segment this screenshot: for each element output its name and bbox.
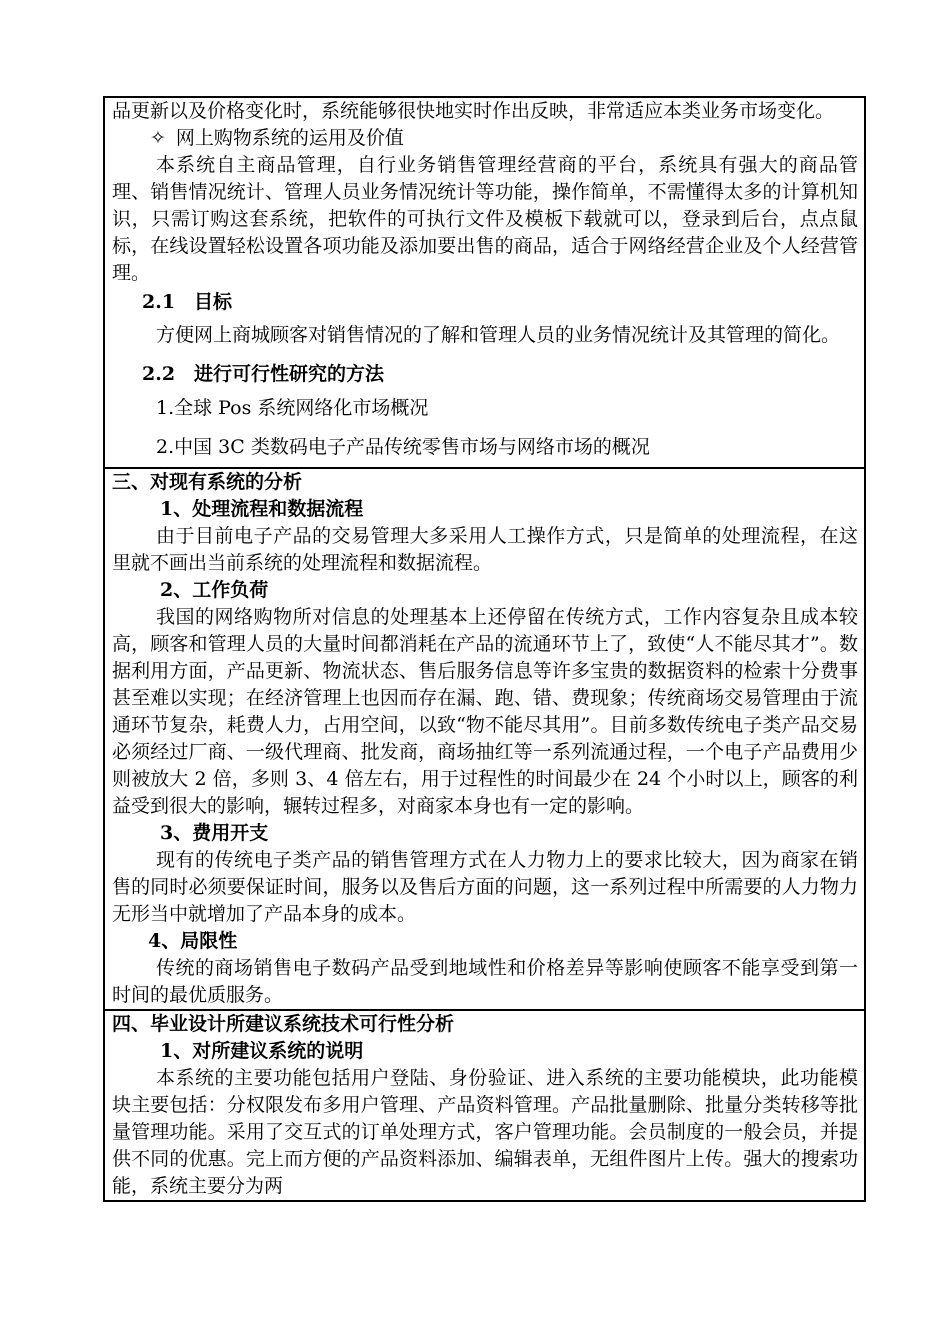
section-heading-2-2: 2.2 进行可行性研究的方法	[142, 363, 385, 385]
section-heading-2-1: 2.1 目标	[142, 291, 233, 313]
bullet-text: 网上购物系统的运用及价值	[175, 127, 404, 149]
list-item: 2.中国 3C 类数码电子产品传统零售市场与网络市场的概况	[156, 436, 650, 458]
table-row	[104, 97, 865, 468]
table-row	[104, 468, 865, 1010]
paragraph: 由于目前电子产品的交易管理大多采用人工操作方式，只是简单的处理流程，在这里就不画出当前系统的处理流程和数据流程。	[112, 525, 858, 574]
bullet-item	[112, 125, 858, 152]
diamond-bullet-icon: ✧	[150, 127, 166, 149]
paragraph: 本系统自主商品管理，自行业务销售管理经营商的平台，系统具有强大的商品管理、销售情况统计、管理人员业务情况统计等功能，操作简单，不需懂得太多的计算机知识，只需订购这套系统，把软件的可执行文件及模板下载就可以，登录到后台，点点鼠标，在线设置轻松设置各项功能及添加要出售的商品，适合于网络经营企业及个人经营管理。	[112, 154, 858, 284]
subsection-heading: 1、对所建议系统的说明	[160, 1040, 364, 1062]
paragraph: 品更新以及价格变化时，系统能够很快地实时作出反映，非常适应本类业务市场变化。	[112, 100, 835, 122]
subsection-heading: 4、局限性	[148, 930, 238, 952]
paragraph: 本系统的主要功能包括用户登陆、身份验证、进入系统的主要功能模块，此功能模块主要包括：分权限发布多用户管理、产品资料管理。产品批量删除、批量分类转移等批量管理功能。采用了交互式的订单处理方式，客户管理功能。会员制度的一般会员，并提供不同的优惠。完上而方便的产品资料添加、编辑表单，无组件图片上传。强大的搜索功能，系统主要分为两	[112, 1067, 858, 1197]
subsection-heading: 3、费用开支	[160, 822, 269, 844]
paragraph: 方便网上商城顾客对销售情况的了解和管理人员的业务情况统计及其管理的简化。	[156, 324, 841, 346]
subsection-heading: 2、工作负荷	[160, 579, 269, 601]
section-cell-intro	[104, 97, 865, 468]
section-cell-analysis	[104, 468, 865, 1010]
section-heading: 四、毕业设计所建议系统技术可行性分析	[112, 1013, 455, 1035]
subsection-heading: 1、处理流程和数据流程	[160, 498, 364, 520]
list-item: 1.全球 Pos 系统网络化市场概况	[156, 397, 429, 419]
paragraph: 我国的网络购物所对信息的处理基本上还停留在传统方式，工作内容复杂且成本较高，顾客和管理人员的大量时间都消耗在产品的流通环节上了，致使“人不能尽其才”。数据利用方面，产品更新、物流状态、售后服务信息等许多宝贵的数据资料的检索十分费事甚至难以实现；在经济管理上也因而存在漏、跑、错、费现象；传统商场交易管理由于流通环节复杂，耗费人力，占用空间，以致“物不能尽其用”。目前多数传统电子类产品交易必须经过厂商、一级代理商、批发商，商场抽红等一系列流通过程，一个电子产品费用少则被放大 2 倍，多则 3、4 倍左右，用于过程性的时间最少在 24 个小时以上，顾客的利益受到很大的影响，辗转过程多，对商家本身也有一定的影响。	[112, 606, 858, 817]
section-cell-feasibility	[104, 1010, 865, 1201]
paragraph: 传统的商场销售电子数码产品受到地域性和价格差异等影响使顾客不能享受到第一时间的最优质服务。	[112, 957, 858, 1006]
paragraph: 现有的传统电子类产品的销售管理方式在人力物力上的要求比较大，因为商家在销售的同时必须要保证时间，服务以及售后方面的问题，这一系列过程中所需要的人力物力无形当中就增加了产品本身的成本。	[112, 849, 858, 925]
document-table	[103, 96, 866, 1202]
section-heading: 三、对现有系统的分析	[112, 471, 303, 493]
table-row	[104, 1010, 865, 1201]
